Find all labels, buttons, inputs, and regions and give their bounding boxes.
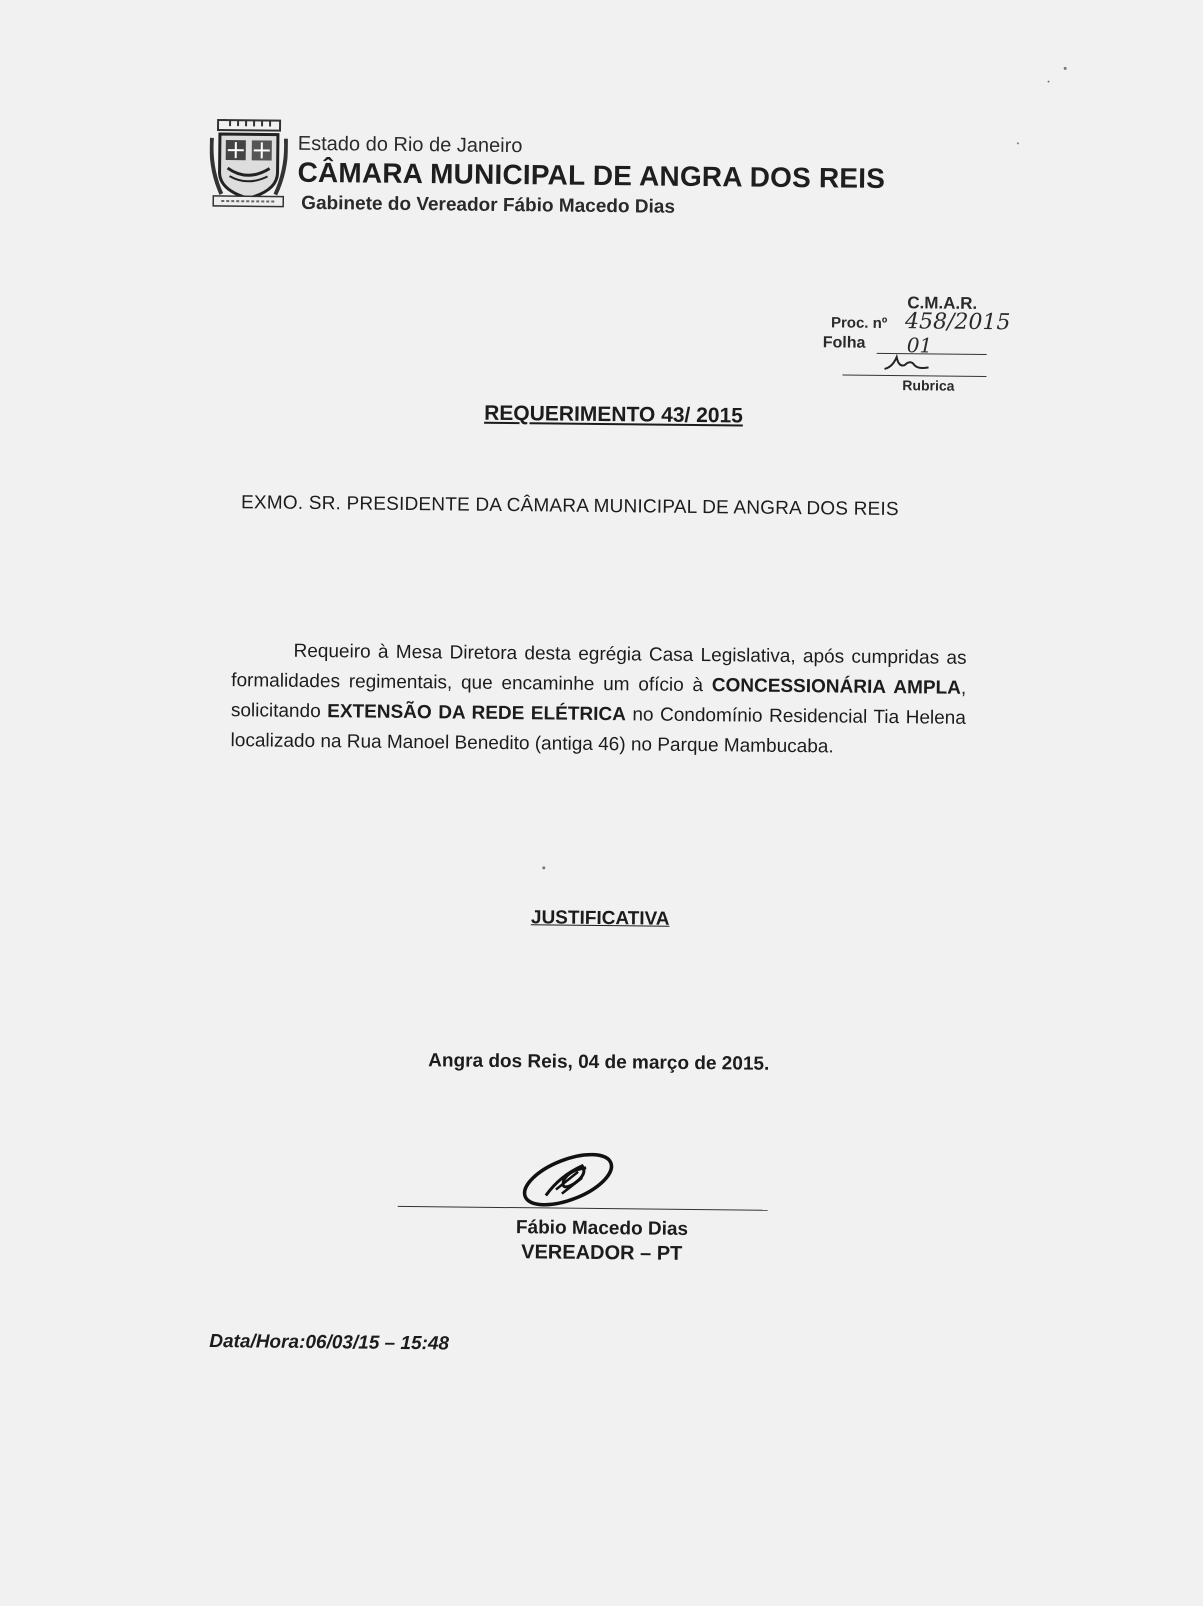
body-bold-company: CONCESSIONÁRIA AMPLA: [711, 675, 962, 699]
stamp-rubrica-label: Rubrica: [902, 377, 955, 394]
stamp-proc-value: 458/2015: [904, 309, 1011, 336]
scan-speck: [1017, 142, 1019, 144]
header-state: Estado do Rio de Janeiro: [297, 132, 523, 158]
header-office: Gabinete do Vereador Fábio Macedo Dias: [301, 192, 676, 218]
protocol-stamp: [814, 292, 1011, 399]
stamp-proc-label: Proc. nº: [830, 314, 888, 332]
coat-of-arms-icon: [209, 118, 288, 211]
handwritten-signature-icon: [516, 1149, 627, 1212]
stamp-folha-label: Folha: [822, 334, 866, 352]
scan-speck: [1064, 67, 1067, 70]
scan-speck: [542, 866, 545, 869]
rubrica-initials-icon: [878, 351, 938, 376]
signatory-role: VEREADOR – PT: [521, 1241, 683, 1265]
body-text: , solicitando: [230, 677, 967, 723]
body-text: no Condomínio Residencial Tia Helena localizado na Rua Manoel Benedito (antiga 46) no Parque Mambucaba.: [230, 704, 966, 758]
scan-speck: [1048, 81, 1050, 83]
body-text: Requeiro à Mesa Diretora desta egrégia Casa Legislativa, após cumpridas as formalidades regimentais, que encaminhe um ofício à: [231, 640, 967, 697]
addressee-line: EXMO. SR. PRESIDENTE DA CÂMARA MUNICIPAL DE ANGRA DOS REIS: [240, 492, 899, 521]
signatory-name: Fábio Macedo Dias: [515, 1217, 689, 1240]
body-bold-request: EXTENSÃO DA REDE ELÉTRICA: [327, 701, 626, 726]
request-paragraph: [230, 636, 966, 764]
stamp-org: C.M.A.R.: [907, 293, 978, 313]
document-title: REQUERIMENTO 43/ 2015: [484, 401, 744, 428]
stamp-folha-value: 01: [906, 333, 933, 358]
place-date: Angra dos Reis, 04 de março de 2015.: [428, 1050, 770, 1075]
document-timestamp: Data/Hora:06/03/15 – 15:48: [209, 1330, 450, 1355]
header-institution: CÂMARA MUNICIPAL DE ANGRA DOS REIS: [297, 156, 886, 194]
justification-heading: JUSTIFICATIVA: [530, 907, 670, 930]
